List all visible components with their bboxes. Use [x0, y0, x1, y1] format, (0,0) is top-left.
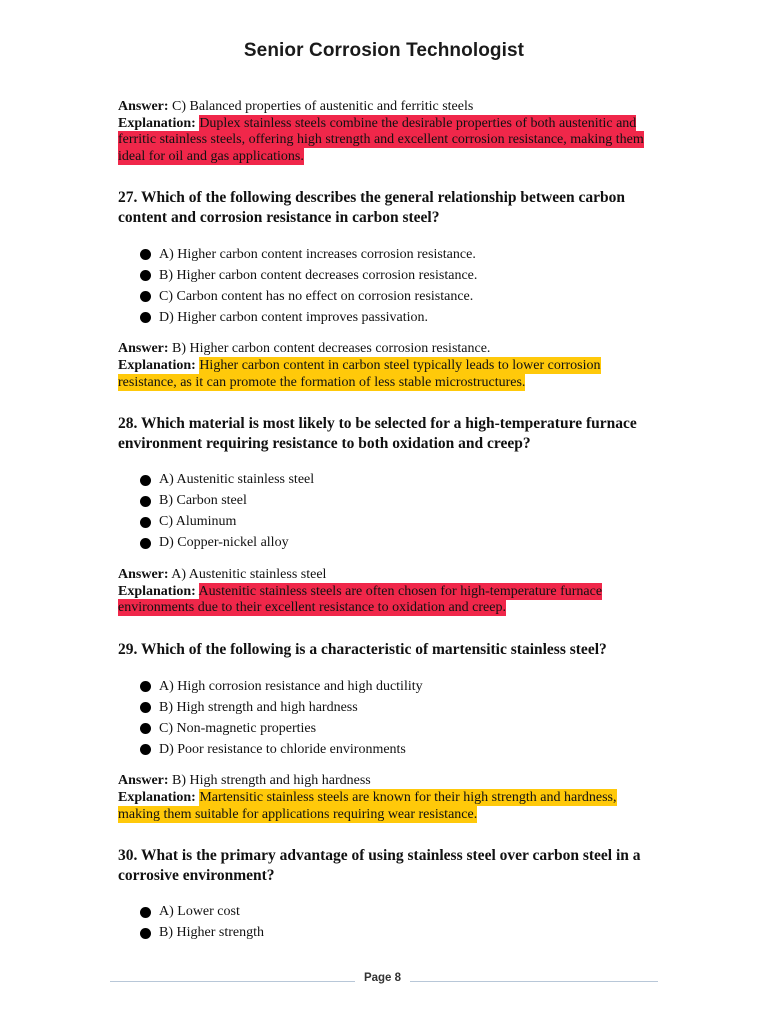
option-item	[118, 265, 658, 286]
question-29: 29. Which of the following is a characteristic of martensitic stainless steel?	[118, 640, 607, 658]
option-text: A) High corrosion resistance and high ductility	[159, 678, 423, 694]
question-30: 30. What is the primary advantage of using stainless steel over carbon steel in a corrosive environment?	[118, 847, 641, 884]
answer-block-26	[118, 99, 658, 165]
option-text: D) Poor resistance to chloride environments	[159, 741, 406, 757]
answer-text: C) Balanced properties of austenitic and ferritic steels	[168, 99, 474, 114]
answer-label: Answer:	[118, 567, 169, 583]
bullet-icon	[140, 723, 151, 734]
option-text: B) Higher strength	[159, 925, 264, 941]
option-text: B) Higher carbon content decreases corrosion resistance.	[159, 267, 478, 283]
option-text: A) Austenitic stainless steel	[159, 472, 315, 488]
footer-rule-right	[410, 981, 658, 982]
option-text: B) Carbon steel	[159, 493, 247, 509]
option-item	[118, 533, 658, 554]
question-28: 28. Which material is most likely to be selected for a high-temperature furnace environment requiring resistance to both oxidation and creep?	[118, 415, 637, 452]
bullet-icon	[140, 702, 151, 713]
option-item	[118, 491, 658, 512]
page-title: Senior Corrosion Technologist	[243, 40, 525, 61]
option-item	[118, 244, 658, 265]
bullet-icon	[140, 249, 151, 260]
page-number: Page 8	[363, 972, 402, 984]
answer-line	[118, 341, 658, 358]
explanation-label: Explanation:	[118, 115, 196, 131]
explanation-line	[118, 584, 658, 617]
bullet-icon	[140, 475, 151, 486]
answer-block-27	[118, 341, 658, 391]
option-item	[118, 718, 658, 739]
options-27	[118, 244, 658, 328]
answer-block-28	[118, 567, 658, 617]
answer-line	[118, 99, 658, 116]
explanation-line	[118, 790, 658, 823]
bullet-icon	[140, 312, 151, 323]
bullet-icon	[140, 270, 151, 281]
option-text: C) Carbon content has no effect on corrosion resistance.	[159, 288, 474, 304]
explanation-highlight: Martensitic stainless steels are known for their high strength and hardness, making them suitable for applications requiring wear resistance.	[118, 790, 617, 822]
explanation-label: Explanation:	[118, 357, 196, 373]
answer-line	[118, 567, 658, 584]
bullet-icon	[140, 291, 151, 302]
footer-rule-left	[110, 981, 355, 982]
option-item	[118, 739, 658, 760]
bullet-icon	[140, 744, 151, 755]
options-30	[118, 902, 658, 944]
explanation-highlight: Higher carbon content in carbon steel typically leads to lower corrosion resistance, as it can promote the formation of less stable microstructures.	[118, 357, 601, 390]
answer-text: B) Higher carbon content decreases corrosion resistance.	[168, 341, 491, 357]
explanation-label: Explanation:	[118, 790, 196, 806]
explanation-line	[118, 358, 658, 391]
options-28	[118, 470, 658, 554]
answer-text: B) High strength and high hardness	[168, 773, 371, 789]
option-text: A) Higher carbon content increases corrosion resistance.	[159, 246, 476, 262]
answer-label: Answer:	[118, 341, 169, 357]
option-text: C) Aluminum	[159, 514, 237, 530]
option-item	[118, 923, 658, 944]
option-item	[118, 512, 658, 533]
option-item	[118, 697, 658, 718]
answer-label: Answer:	[118, 773, 169, 789]
answer-text: A) Austenitic stainless steel	[168, 567, 327, 583]
explanation-label: Explanation:	[118, 583, 196, 599]
bullet-icon	[140, 496, 151, 507]
option-item	[118, 307, 658, 328]
answer-line	[118, 773, 658, 790]
bullet-icon	[140, 538, 151, 549]
bullet-icon	[140, 907, 151, 918]
option-item	[118, 470, 658, 491]
page-footer	[110, 972, 658, 990]
option-item	[118, 676, 658, 697]
explanation-highlight: Duplex stainless steels combine the desirable properties of both austenitic and ferritic stainless steels, offering high strength and excellent corrosion resistance, making them ideal for oil and gas applications.	[118, 115, 644, 164]
option-text: D) Higher carbon content improves passivation.	[159, 309, 429, 325]
answer-label: Answer:	[118, 99, 169, 114]
option-item	[118, 286, 658, 307]
bullet-icon	[140, 681, 151, 692]
option-text: B) High strength and high hardness	[159, 699, 358, 715]
bullet-icon	[140, 517, 151, 528]
explanation-line	[118, 116, 658, 166]
option-text: A) Lower cost	[159, 904, 240, 920]
document-body	[118, 99, 658, 944]
options-29	[118, 676, 658, 760]
question-27: 27. Which of the following describes the general relationship between carbon content and corrosion resistance in carbon steel?	[118, 189, 626, 226]
option-text: C) Non-magnetic properties	[159, 720, 317, 736]
option-text: D) Copper-nickel alloy	[159, 535, 289, 551]
answer-block-29	[118, 773, 658, 823]
option-item	[118, 902, 658, 923]
bullet-icon	[140, 928, 151, 939]
explanation-highlight: Austenitic stainless steels are often chosen for high-temperature furnace environments due to their excellent resistance to oxidation and creep.	[118, 583, 603, 616]
